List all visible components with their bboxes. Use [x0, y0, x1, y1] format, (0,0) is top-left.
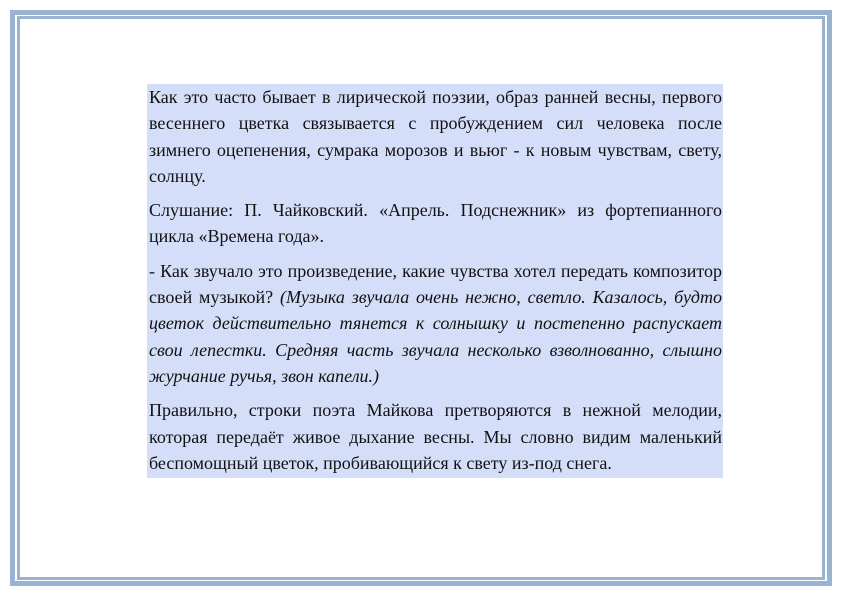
paragraph-question: [149, 258, 722, 389]
paragraph-lyric-poetry: Как это часто бывает в лирической поэзии, образ ранней весны, первого весеннего цветка связывается с пробуждением сил человека после зимнего оцепенения, сумрака морозов и вьюг - к новым чувствам, свету, солнцу.: [149, 87, 722, 186]
lesson-text-block: [147, 84, 723, 478]
question-text: - Как звучало это произведение, какие чувства хотел передать композитор своей музыкой?: [149, 260, 722, 308]
paragraph-listening: Слушание: П. Чайковский. «Апрель. Подснежник» из фортепианного цикла «Времена года».: [149, 200, 722, 247]
paragraph-conclusion: Правильно, строки поэта Майкова претворяются в нежной мелодии, которая передаёт живое дыхание весны. Мы словно видим маленький беспомощный цветок, пробивающийся к свету из-под снега.: [149, 400, 722, 473]
answer-text: (Музыка звучала очень нежно, светло. Казалось, будто цветок действительно тянется к солнышку и постепенно распускает свои лепестки. Средняя часть звучала несколько взволнованно, слышно журчание ручья, звон капели.): [149, 287, 722, 386]
